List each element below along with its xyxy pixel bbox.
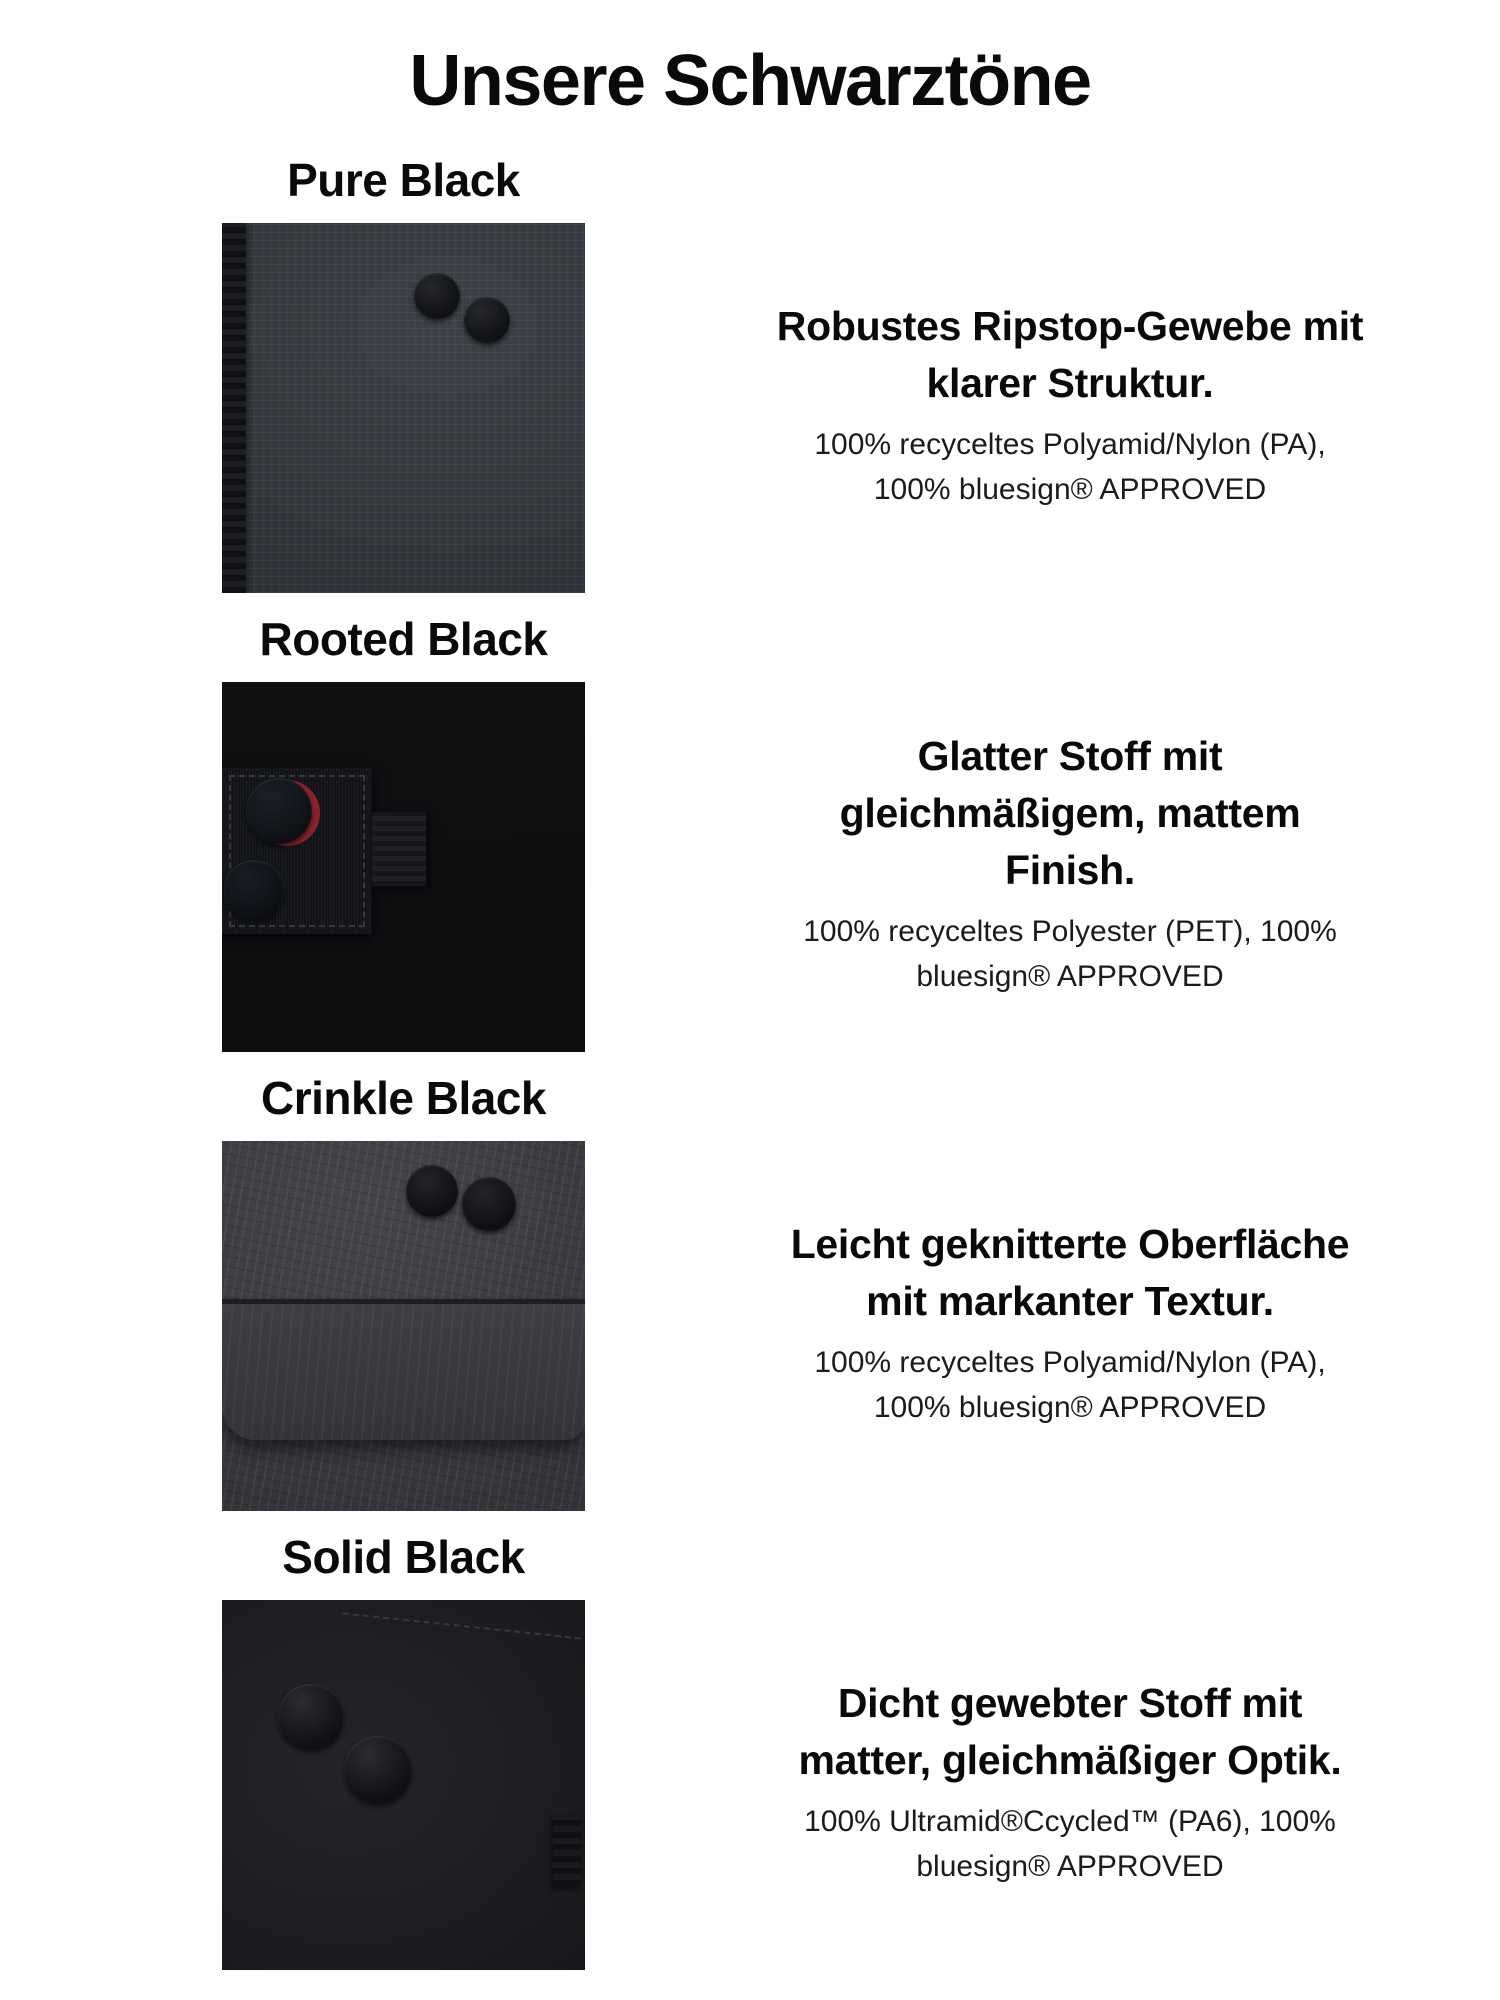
headline-line: Dicht gewebter Stoff mit xyxy=(837,1679,1303,1726)
headline-line: gleichmäßigem, mattem xyxy=(839,790,1301,837)
section-rooted-black xyxy=(0,613,1500,1052)
section-crinkle-black xyxy=(0,1072,1500,1511)
snap-button xyxy=(464,297,510,343)
sections-container xyxy=(0,154,1500,1970)
details-pure-black xyxy=(777,422,1363,512)
page-title: Unsere Schwarztöne xyxy=(409,41,1091,121)
details-line: bluesign® APPROVED xyxy=(916,960,1224,994)
details-line: 100% recyceltes Polyester (PET), 100% xyxy=(803,915,1337,949)
headline-line: Leicht geknitterte Oberfläche xyxy=(790,1220,1350,1267)
headline-line: Robustes Ripstop-Gewebe mit xyxy=(776,302,1364,349)
details-line: 100% Ultramid®Ccycled™ (PA6), 100% xyxy=(804,1804,1336,1838)
details-line: 100% recyceltes Polyamid/Nylon (PA), xyxy=(814,1345,1326,1379)
details-crinkle-black xyxy=(791,1340,1350,1430)
crinkle-black-column xyxy=(222,1072,585,1511)
headline-pure-black xyxy=(777,298,1363,412)
stitch-line xyxy=(343,1612,585,1641)
rooted-black-description xyxy=(640,613,1500,1052)
headline-line: mit markanter Textur. xyxy=(866,1277,1274,1324)
headline-rooted-black xyxy=(803,728,1337,899)
snap-button xyxy=(246,778,312,844)
pure-black-column xyxy=(222,154,585,593)
crinkle-black-description xyxy=(640,1072,1500,1511)
snap-button xyxy=(414,273,460,319)
headline-line: matter, gleichmäßiger Optik. xyxy=(798,1736,1342,1783)
swatch-heading-pure-black: Pure Black xyxy=(287,153,520,206)
headline-crinkle-black xyxy=(791,1216,1350,1330)
headline-line: Glatter Stoff mit xyxy=(917,733,1223,780)
webbing-loop xyxy=(553,1814,581,1886)
fabric-loop xyxy=(372,812,426,886)
headline-solid-black xyxy=(799,1675,1342,1789)
snap-button xyxy=(278,1684,344,1750)
details-line: 100% bluesign® APPROVED xyxy=(873,472,1267,506)
swatch-heading-rooted-black: Rooted Black xyxy=(259,612,548,665)
solid-black-column xyxy=(222,1531,585,1970)
selvedge-edge xyxy=(222,223,246,593)
section-solid-black xyxy=(0,1531,1500,1970)
fabric-swatch-crinkle-black xyxy=(222,1141,585,1511)
swatch-heading-solid-black: Solid Black xyxy=(282,1530,525,1583)
fabric-swatch-rooted-black xyxy=(222,682,585,1052)
snap-button xyxy=(462,1177,516,1231)
details-line: bluesign® APPROVED xyxy=(916,1849,1224,1883)
headline-line: klarer Struktur. xyxy=(926,359,1214,406)
details-solid-black xyxy=(799,1799,1342,1889)
swatch-heading-crinkle-black: Crinkle Black xyxy=(261,1071,546,1124)
fabric-swatch-pure-black xyxy=(222,223,585,593)
rooted-black-column xyxy=(222,613,585,1052)
headline-line: Finish. xyxy=(1004,847,1135,894)
pure-black-description xyxy=(640,154,1500,593)
fabric-seam xyxy=(222,1299,585,1304)
solid-black-description xyxy=(640,1531,1500,1970)
snap-button xyxy=(406,1165,458,1217)
section-pure-black xyxy=(0,154,1500,593)
snap-button xyxy=(224,860,284,920)
details-line: 100% bluesign® APPROVED xyxy=(873,1390,1267,1424)
pocket-flap xyxy=(222,1304,585,1440)
fabric-swatch-solid-black xyxy=(222,1600,585,1970)
details-rooted-black xyxy=(803,909,1337,999)
snap-button xyxy=(344,1736,412,1804)
details-line: 100% recyceltes Polyamid/Nylon (PA), xyxy=(814,427,1326,461)
